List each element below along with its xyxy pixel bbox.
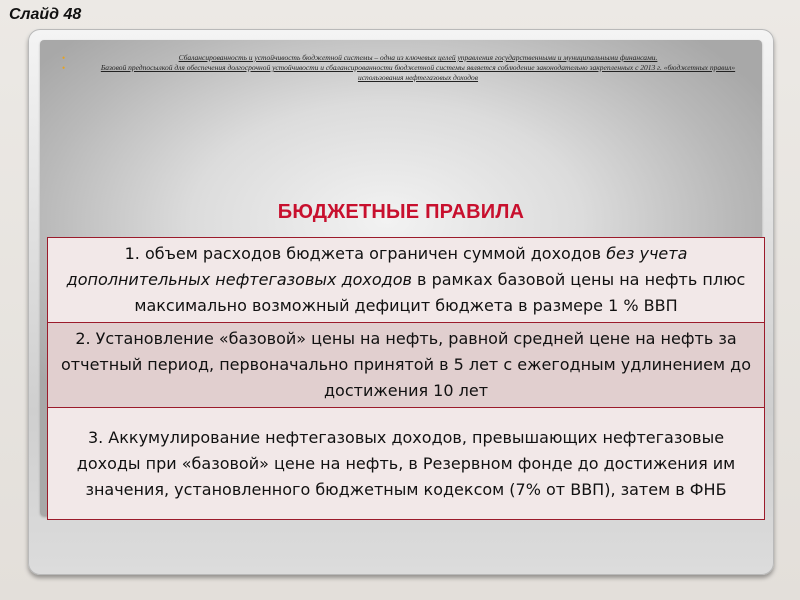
table-row <box>48 323 765 408</box>
bullet-text: Базовой предпосылкой для обеспечения долгосрочной устойчивости и сбалансированности бюджетной системы является соблюдение законодательно закрепленных с 2013 г. «бюджетных правил» использования нефтегазовых доходов <box>100 63 736 82</box>
slide-number-label: Слайд 48 <box>9 6 82 23</box>
table-row <box>48 408 765 520</box>
table-row <box>48 238 765 323</box>
bullet-list <box>58 53 758 83</box>
section-heading: БЮДЖЕТНЫЕ ПРАВИЛА <box>277 201 525 223</box>
rule-cell-2: 2. Установление «базовой» цены на нефть, равной средней цене на нефть за отчетный период, первоначально принятой в 5 лет с ежегодным удлинением до достижения 10 лет <box>48 323 765 408</box>
bullet-item <box>58 53 758 63</box>
bullet-dot-icon: • <box>62 63 66 73</box>
bullet-item <box>58 63 758 83</box>
rules-table <box>47 237 765 520</box>
rule-cell-1 <box>48 238 765 323</box>
rule-cell-3: 3. Аккумулирование нефтегазовых доходов, превышающих нефтегазовые доходы при «базовой» цене на нефть, в Резервном фонде до достижения им значения, установленного бюджетным кодексом (7% от ВВП), затем в ФНБ <box>48 408 765 520</box>
rule-1-emphasis: без учета дополнительных нефтегазовых доходов <box>66 244 688 289</box>
rule-1-text-start: 1. объем расходов бюджета ограничен суммой доходов <box>124 244 607 263</box>
bullet-text: Сбалансированность и устойчивость бюджетной системы – одна из ключевых целей управления государственными и муниципальными финансами. <box>178 53 658 62</box>
bullet-dot-icon: • <box>62 53 66 63</box>
rule-1-text-end: в рамках базовой цены на нефть плюс максимально возможный дефицит бюджета в размере 1 % ВВП <box>134 270 746 315</box>
